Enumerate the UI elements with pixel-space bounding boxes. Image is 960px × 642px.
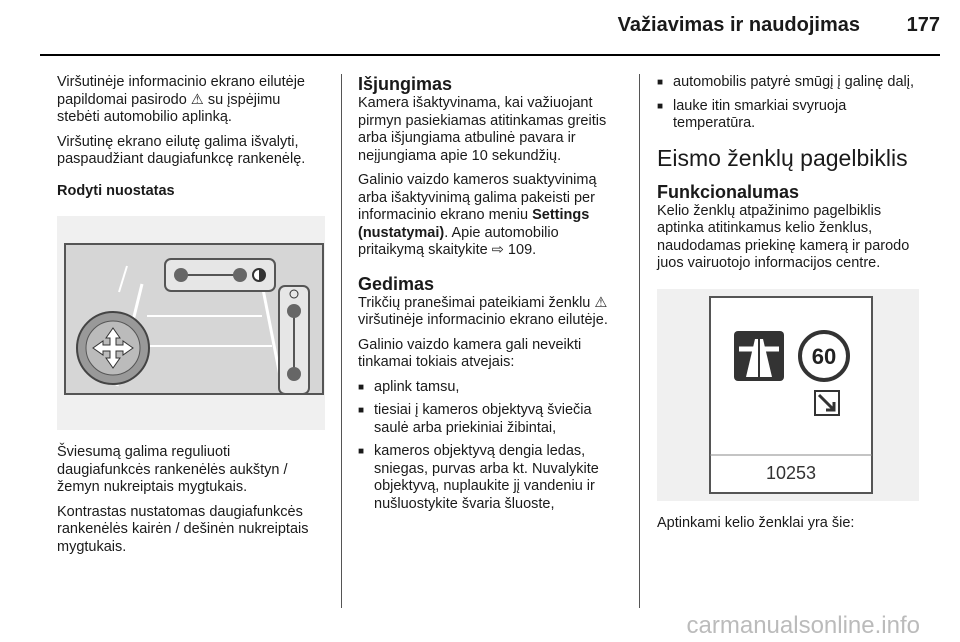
page-number: 177 xyxy=(906,14,940,36)
paragraph xyxy=(358,172,626,260)
bullet-list xyxy=(657,74,925,133)
paragraph: Kelio ženklų atpažinimo pagelbiklis aptinka atitinkamus kelio ženklus, naudodamas priekinę kamerą ir parodo juos vairuotojo informacijos centre. xyxy=(657,202,910,271)
column-1 xyxy=(57,74,325,563)
column-divider-1 xyxy=(341,74,342,608)
menu-name: Settings (nustatymai) xyxy=(358,207,590,241)
paragraph: Šviesumą galima reguliuoti daugiafunkcės rankenėlės aukštyn / žemyn nukreiptais mygtukais. xyxy=(57,444,288,495)
traffic-sign-illustration xyxy=(657,289,919,501)
watermark: carmanualsonline.info xyxy=(686,612,920,639)
chapter-heading: Eismo ženklų pagelbiklis xyxy=(657,144,908,171)
paragraph: Trikčių pranešimai pateikiami ženklu ⚠ viršutinėje informacinio ekrano eilutėje. xyxy=(358,294,608,328)
display-settings-illustration xyxy=(57,216,325,430)
column-2 xyxy=(358,74,626,519)
paragraph: Viršutinėje informacinio ekrano eilutėje papildomai pasirodo ⚠ su įspėjimu stebėti automobilio aplinką. xyxy=(57,74,305,125)
paragraph-text: Galinio vaizdo kameros suaktyvinimą arba išaktyvinimą galima pakeisti per informacinio ekrano meniu xyxy=(358,172,597,223)
list-item: ■ kameros objektyvą dengia ledas, sniegas, purvas arba kt. Nuvalykite objektyvą, nuplaukite jį vandeniu ir nušluostykite švaria šluoste, xyxy=(358,443,626,513)
paragraph: Aptinkami kelio ženklai yra šie: xyxy=(657,514,855,531)
figure-code: 10253 xyxy=(765,462,817,483)
section-heading: Gedimas xyxy=(358,273,435,294)
section-heading: Funkcionalumas xyxy=(657,181,800,202)
paragraph: Viršutinę ekrano eilutę galima išvalyti, paspaudžiant daugiafunkcę rankenėlę. xyxy=(57,133,306,167)
section-heading: Išjungimas xyxy=(358,74,453,94)
column-3 xyxy=(657,74,925,539)
list-item: ■ aplink tamsu, xyxy=(358,379,626,397)
paragraph: Kontrastas nustatomas daugiafunkcės rankenėlės kairėn / dešinėn nukreiptais mygtukais. xyxy=(57,503,309,555)
list-item: ■ tiesiai į kameros objektyvą šviečia saulė arba priekiniai žibintai, xyxy=(358,402,626,437)
column-divider-2 xyxy=(639,74,640,608)
bullet-list xyxy=(358,379,626,514)
speed-limit-value: 60 xyxy=(811,343,837,369)
list-item: ■ automobilis patyrė smūgį į galinę dalį, xyxy=(657,74,925,92)
section-heading: Rodyti nuostatas xyxy=(57,182,175,199)
list-item: ■ lauke itin smarkiai svyruoja temperatūra. xyxy=(657,98,925,133)
paragraph: Galinio vaizdo kamera gali neveikti tinkamai tokiais atvejais: xyxy=(358,336,582,370)
page-header-title: Važiavimas ir naudojimas xyxy=(617,14,860,36)
paragraph-text: . Apie automobilio pritaikymą skaitykite ⇨ 109. xyxy=(358,224,559,258)
header-rule xyxy=(40,54,940,56)
paragraph: Kamera išaktyvinama, kai važiuojant pirmyn pasiekiamas atitinkamas greitis arba išjungiama atbulinė pavara ir neįjungiama apie 10 sekundžių. xyxy=(358,95,607,164)
